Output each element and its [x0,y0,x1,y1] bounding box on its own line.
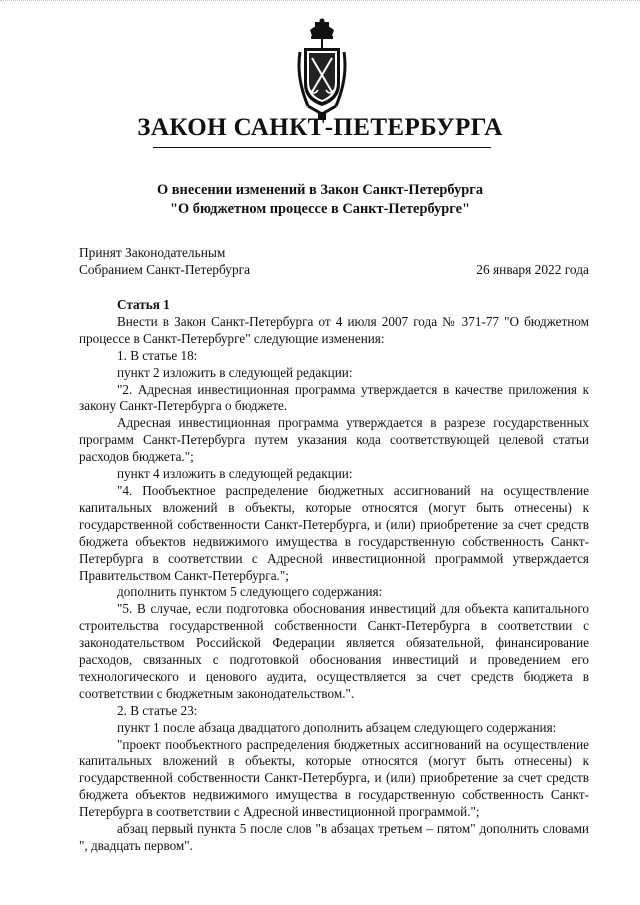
paragraph: абзац первый пункта 5 после слов "в абзацах третьем – пятом" дополнить словами ", двадцать первом". [79,821,589,853]
article-heading: Статья 1 [117,297,170,312]
adoption-line-2: Собранием Санкт-Петербурга [79,262,251,277]
subtitle-line-1: О внесении изменений в Закон Санкт-Петербурга [156,182,484,198]
paragraph: дополнить пунктом 5 следующего содержания: [117,584,383,600]
coat-of-arms-icon [296,18,348,122]
paragraph: 1. В статье 18: [117,347,198,363]
paragraph: "2. Адресная инвестиционная программа утверждается в качестве приложения к закону Санкт-Петербурга о бюджете. [79,381,589,414]
paragraph: пункт 1 после абзаца двадцатого дополнить абзацем следующего содержания: [117,719,557,735]
paragraph: "5. В случае, если подготовка обоснования инвестиций для объекта капитального строительства государственной собственности Санкт-Петербурга в соответствии с законодательством Российской Федерации является обязательной, финансирование расходов, связанных с подготовкой обоснования инвестиций и проведением его технологического и ценового аудита, осуществляется за счет средств бюджета в соответствии с бюджетным законодательством.". [79,601,589,701]
paragraph: "проект пообъектного распределения бюджетных ассигнований на осуществление капитальных вложений в объекты, которые относятся (могут быть отнесены) к государственной собственности Санкт-Петербурга, и (или) приобретение за счет средств бюджета объектов недвижимого имущества в государственную собственность Санкт-Петербурга в соответствии с Адресной инвестиционной программой."; [79,736,589,820]
paragraph: пункт 4 изложить в следующей редакции: [117,466,353,482]
scan-edge [0,0,640,9]
law-title: ЗАКОН САНКТ-ПЕТЕРБУРГА [137,114,503,141]
adoption-block [79,244,250,278]
paragraph: пункт 2 изложить в следующей редакции: [117,364,353,380]
subtitle-line-2: "О бюджетном процессе в Санкт-Петербурге" [169,201,471,217]
law-subtitle [0,181,640,219]
paragraph: Адресная инвестиционная программа утверждается в разрезе государственных программ Санкт-Петербурга путем указания кода соответствующей целевой статьи расходов бюджета."; [79,415,589,465]
title-underline [153,147,491,148]
paragraph: 2. В статье 23: [117,702,198,718]
law-body [79,297,589,855]
paragraph: Внести в Закон Санкт-Петербурга от 4 июля 2007 года № 371-77 "О бюджетном процессе в Санкт-Петербурге" следующие изменения: [79,313,589,346]
adoption-line-1: Принят Законодательным [79,245,226,260]
adoption-date: 26 января 2022 года [476,262,589,277]
paragraph: "4. Пообъектное распределение бюджетных ассигнований на осуществление капитальных вложений в объекты, которые относятся (могут быть отнесены) к государственной собственности Санкт-Петербурга, и (или) приобретение за счет средств бюджета объектов недвижимого имущества в государственную собственность Санкт-Петербурга в соответствии с Адресной инвестиционной программой утверждается Правительством Санкт-Петербурга."; [79,482,589,583]
